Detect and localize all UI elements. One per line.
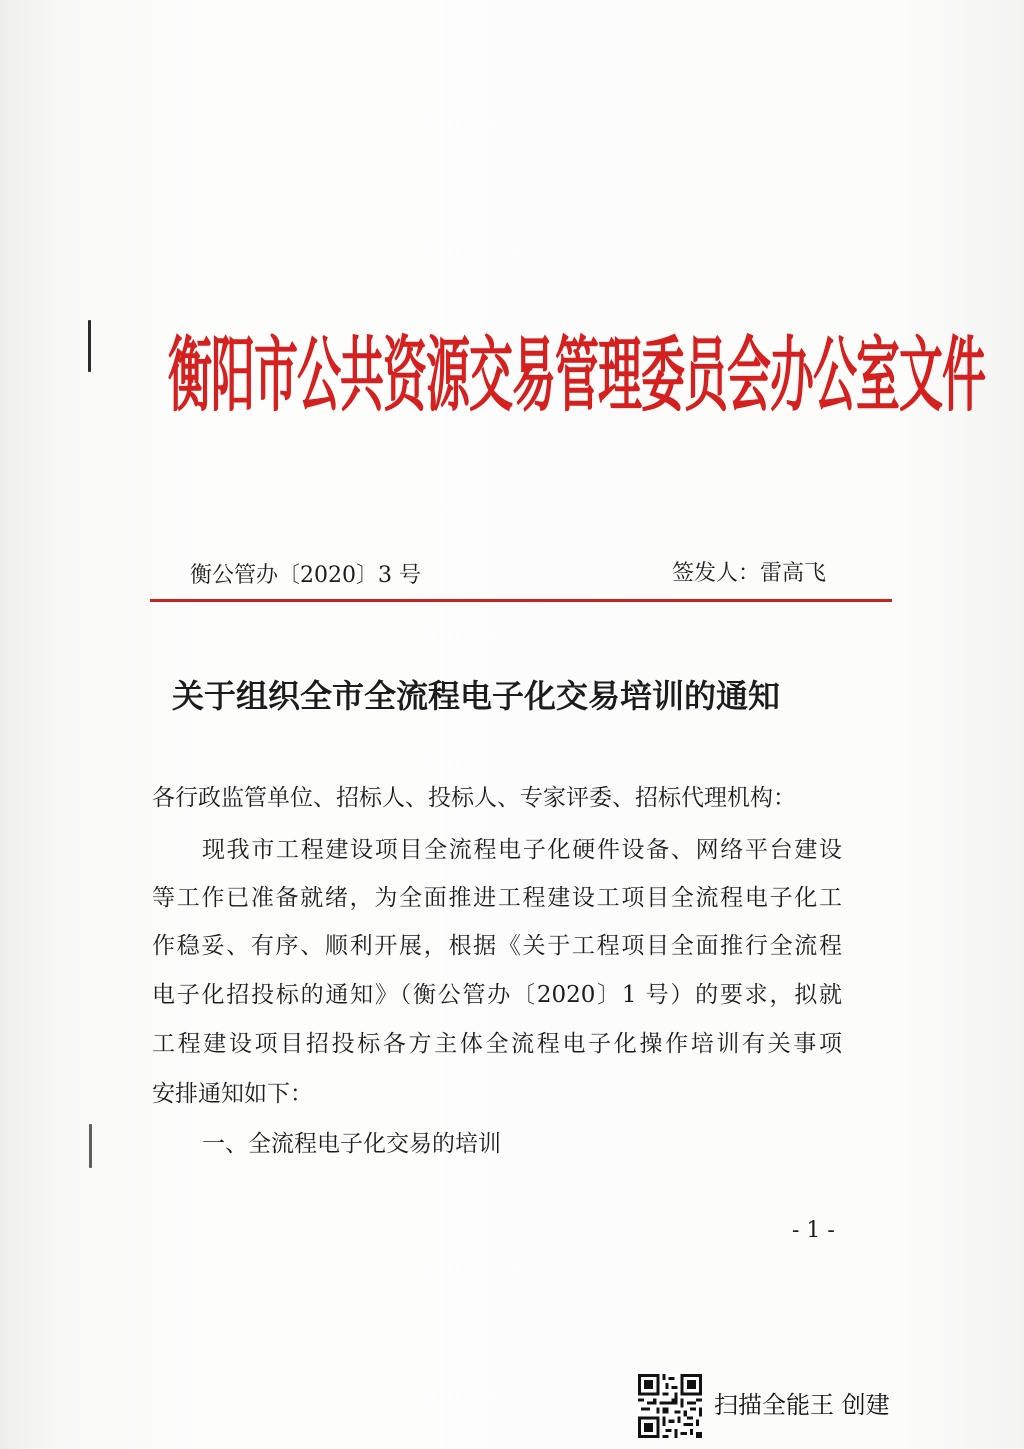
- issuer-signature: 签发人：雷高飞: [672, 561, 827, 586]
- page-number: - 1 -: [792, 1218, 835, 1243]
- binding-mark: [88, 320, 91, 372]
- document-number: 衡公管办〔2020〕3 号: [190, 563, 421, 588]
- paragraph-line: 等工作已准备就绪，为全面推进工程建设工项目全流程电子化工: [152, 885, 842, 911]
- notice-title: 关于组织全市全流程电子化交易培训的通知: [172, 677, 781, 715]
- salutation: 各行政监管单位、招标人、投标人、专家评委、招标代理机构：: [152, 785, 796, 811]
- paragraph-line: 工程建设项目招投标各方主体全流程电子化操作培训有关事项: [152, 1031, 842, 1057]
- document-header-title: 衡阳市公共资源交易管理委员会办公室文件: [168, 328, 985, 424]
- paragraph-line: 安排通知如下：: [152, 1081, 313, 1107]
- paragraph-line: 电子化招投标的通知》（衡公管办〔2020〕1 号）的要求，拟就: [152, 982, 842, 1008]
- scanner-watermark: 扫描全能王 创建: [714, 1391, 890, 1419]
- red-divider-line: [150, 599, 892, 602]
- paragraph-line: 现我市工程建设项目全流程电子化硬件设备、网络平台建设: [202, 837, 842, 863]
- paragraph-line: 作稳妥、有序、顺利开展，根据《关于工程项目全面推行全流程: [152, 933, 842, 959]
- binding-mark: [89, 1124, 92, 1168]
- section-heading: 一、全流程电子化交易的培训: [202, 1131, 501, 1157]
- qr-code-icon: [638, 1374, 702, 1438]
